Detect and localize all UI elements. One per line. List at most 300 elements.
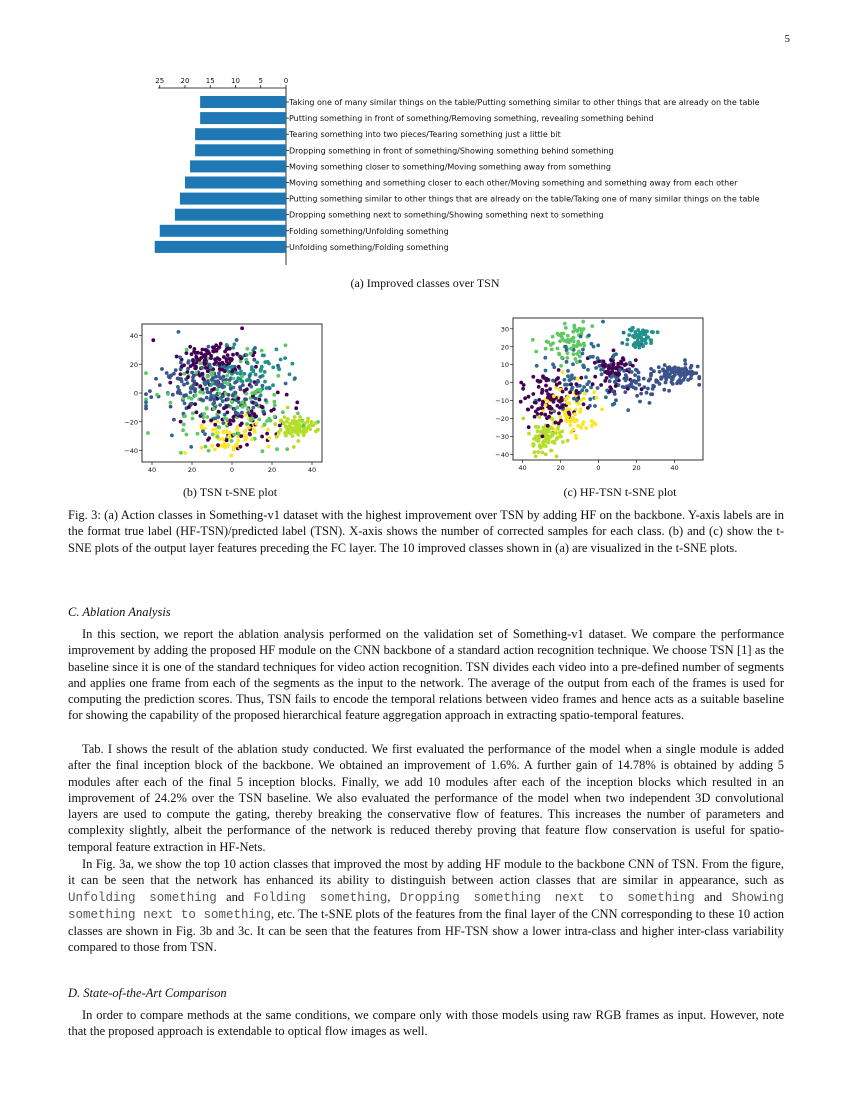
scatter-point bbox=[191, 417, 195, 421]
scatter-point bbox=[584, 375, 588, 379]
scatter-point bbox=[547, 438, 551, 442]
scatter-point bbox=[205, 375, 209, 379]
scatter-point bbox=[548, 434, 552, 438]
scatter-point bbox=[596, 344, 600, 348]
scatter-point bbox=[650, 392, 654, 396]
scatter-point bbox=[191, 379, 195, 383]
scatter-point bbox=[601, 363, 605, 367]
scatter-point bbox=[596, 386, 600, 390]
scatter-point bbox=[186, 370, 190, 374]
scatter-point bbox=[199, 398, 203, 402]
scatter-point bbox=[628, 383, 632, 387]
scatter-point bbox=[537, 415, 541, 419]
scatter-point bbox=[182, 372, 186, 376]
scatter-point bbox=[600, 372, 604, 376]
scatter-point bbox=[262, 354, 266, 358]
y-tick-label: −10 bbox=[495, 397, 509, 406]
scatter-point bbox=[254, 382, 258, 386]
scatter-point bbox=[228, 378, 232, 382]
scatter-point bbox=[284, 382, 288, 386]
scatter-point bbox=[251, 406, 255, 410]
scatter-point bbox=[293, 376, 297, 380]
scatter-point bbox=[549, 406, 553, 410]
scatter-point bbox=[260, 365, 264, 369]
scatter-point bbox=[172, 418, 176, 422]
scatter-point bbox=[593, 375, 597, 379]
scatter-point bbox=[189, 445, 193, 449]
scatter-point bbox=[592, 390, 596, 394]
scatter-point bbox=[622, 358, 626, 362]
scatter-point bbox=[560, 332, 564, 336]
scatter-point bbox=[217, 426, 221, 430]
scatter-point bbox=[209, 419, 213, 423]
x-tick-label: 40 bbox=[307, 466, 317, 474]
x-tick-label: 5 bbox=[258, 77, 263, 85]
scatter-point bbox=[276, 364, 280, 368]
scatter-point bbox=[196, 432, 200, 436]
scatter-point bbox=[543, 443, 547, 447]
y-tick-label: 30 bbox=[500, 325, 509, 334]
scatter-point bbox=[576, 377, 580, 381]
scatter-point bbox=[211, 402, 215, 406]
scatter-point bbox=[261, 384, 265, 388]
scatter-point bbox=[221, 399, 225, 403]
scatter-point bbox=[551, 363, 555, 367]
scatter-point bbox=[566, 351, 570, 355]
scatter-point bbox=[254, 365, 258, 369]
scatter-point bbox=[266, 428, 270, 432]
scatter-point bbox=[296, 423, 300, 427]
scatter-point bbox=[286, 417, 290, 421]
scatter-point bbox=[211, 433, 215, 437]
scatter-point bbox=[697, 376, 701, 380]
scatter-point bbox=[206, 369, 210, 373]
scatter-point bbox=[302, 424, 306, 428]
scatter-point bbox=[581, 320, 585, 324]
scatter-point bbox=[232, 419, 236, 423]
scatter-point bbox=[240, 411, 244, 415]
scatter-point bbox=[534, 350, 538, 354]
scatter-point bbox=[586, 406, 590, 410]
scatter-point bbox=[630, 380, 634, 384]
scatter-point bbox=[663, 363, 667, 367]
scatter-point bbox=[265, 432, 269, 436]
scatter-point bbox=[652, 369, 656, 373]
scatter-point bbox=[228, 419, 232, 423]
scatter-point bbox=[620, 341, 624, 345]
bar bbox=[155, 241, 286, 253]
scatter-point bbox=[291, 430, 295, 434]
scatter-point bbox=[642, 377, 646, 381]
scatter-point bbox=[609, 371, 613, 375]
scatter-point bbox=[244, 413, 248, 417]
scatter-point bbox=[636, 328, 640, 332]
scatter-point bbox=[155, 393, 159, 397]
scatter-point bbox=[631, 385, 635, 389]
scatter-point bbox=[203, 381, 207, 385]
scatter-point bbox=[644, 341, 648, 345]
scatter-point bbox=[254, 402, 258, 406]
y-tick-label: Putting something similar to other things that are already on the table/Taking one of many similar things on the table bbox=[289, 194, 760, 204]
scatter-point bbox=[667, 389, 671, 393]
scatter-point bbox=[565, 416, 569, 420]
scatter-point bbox=[225, 438, 229, 442]
scatter-point bbox=[201, 377, 205, 381]
scatter-point bbox=[571, 362, 575, 366]
scatter-point bbox=[639, 392, 643, 396]
scatter-point bbox=[544, 403, 548, 407]
bar bbox=[200, 112, 286, 124]
scatter-point bbox=[573, 412, 577, 416]
scatter-point bbox=[171, 393, 175, 397]
scatter-point bbox=[637, 371, 641, 375]
scatter-point bbox=[656, 380, 660, 384]
scatter-point bbox=[190, 397, 194, 401]
scatter-point bbox=[539, 430, 543, 434]
scatter-point bbox=[186, 361, 190, 365]
scatter-point bbox=[683, 358, 687, 362]
scatter-point bbox=[226, 353, 230, 357]
scatter-point bbox=[296, 411, 300, 415]
bar bbox=[160, 225, 286, 237]
scatter-point bbox=[271, 383, 275, 387]
scatter-point bbox=[295, 401, 299, 405]
scatter-point bbox=[544, 369, 548, 373]
scatter-point bbox=[568, 391, 572, 395]
scatter-point bbox=[231, 394, 235, 398]
scatter-point bbox=[527, 425, 531, 429]
scatter-point bbox=[166, 392, 170, 396]
scatter-point bbox=[243, 404, 247, 408]
scatter-point bbox=[212, 407, 216, 411]
scatter-point bbox=[577, 402, 581, 406]
scatter-point bbox=[222, 375, 226, 379]
bar bbox=[185, 177, 286, 189]
scatter-point bbox=[540, 451, 544, 455]
scatter-point bbox=[662, 368, 666, 372]
y-tick-label: −40 bbox=[124, 447, 138, 455]
scatter-point bbox=[165, 371, 169, 375]
scatter-point bbox=[247, 426, 251, 430]
scatter-point bbox=[569, 347, 573, 351]
scatter-point bbox=[572, 428, 576, 432]
scatter-point bbox=[233, 342, 237, 346]
scatter-point bbox=[625, 375, 629, 379]
scatter-point bbox=[180, 380, 184, 384]
scatter-point bbox=[607, 367, 611, 371]
x-tick-label: 20 bbox=[267, 466, 277, 474]
scatter-point bbox=[536, 450, 540, 454]
scatter-point bbox=[257, 418, 261, 422]
scatter-point bbox=[265, 386, 269, 390]
scatter-point bbox=[557, 421, 561, 425]
scatter-point bbox=[560, 398, 564, 402]
scatter-point bbox=[168, 381, 172, 385]
scatter-point bbox=[582, 365, 586, 369]
scatter-point bbox=[158, 383, 162, 387]
scatter-point bbox=[294, 406, 298, 410]
scatter-point bbox=[533, 415, 537, 419]
scatter-point bbox=[624, 362, 628, 366]
scatter-point bbox=[258, 375, 262, 379]
scatter-point bbox=[557, 411, 561, 415]
scatter-point bbox=[651, 384, 655, 388]
scatter-point bbox=[198, 361, 202, 365]
scatter-point bbox=[235, 338, 239, 342]
panel-a-caption: (a) Improved classes over TSN bbox=[350, 276, 500, 290]
scatter-point bbox=[694, 371, 698, 375]
x-tick-label: 0 bbox=[229, 466, 235, 474]
scatter-point bbox=[626, 408, 630, 412]
scatter-point bbox=[240, 375, 244, 379]
scatter-point bbox=[582, 420, 586, 424]
scatter-point bbox=[212, 398, 216, 402]
scatter-point bbox=[577, 327, 581, 331]
x-tick-label: 20 bbox=[180, 77, 190, 85]
scatter-point bbox=[541, 434, 545, 438]
code-unfolding: Unfolding something bbox=[68, 890, 217, 905]
bar bbox=[190, 160, 286, 172]
scatter-point bbox=[676, 369, 680, 373]
scatter-point bbox=[547, 415, 551, 419]
scatter-point bbox=[205, 387, 209, 391]
scatter-point bbox=[570, 374, 574, 378]
scatter-point bbox=[209, 395, 213, 399]
scatter-point bbox=[241, 400, 245, 404]
scatter-point bbox=[182, 383, 186, 387]
scatter-point bbox=[236, 412, 240, 416]
scatter-point bbox=[200, 372, 204, 376]
scatter-point bbox=[278, 424, 282, 428]
scatter-point bbox=[685, 370, 689, 374]
x-tick-label: 10 bbox=[231, 77, 240, 85]
scatter-point bbox=[563, 383, 567, 387]
scatter-point bbox=[298, 415, 302, 419]
scatter-point bbox=[237, 400, 241, 404]
scatter-point bbox=[575, 382, 579, 386]
scatter-point bbox=[556, 404, 560, 408]
scatter-point bbox=[628, 361, 632, 365]
scatter-point bbox=[523, 396, 527, 400]
scatter-point bbox=[205, 406, 209, 410]
scatter-point bbox=[191, 359, 195, 363]
scatter-point bbox=[169, 401, 173, 405]
scatter-point bbox=[275, 348, 279, 352]
p3-text-b: and bbox=[216, 889, 254, 904]
scatter-point bbox=[293, 415, 297, 419]
scatter-point bbox=[689, 376, 693, 380]
scatter-point bbox=[576, 340, 580, 344]
scatter-point bbox=[568, 412, 572, 416]
scatter-point bbox=[651, 387, 655, 391]
scatter-point bbox=[602, 360, 606, 364]
scatter-point bbox=[275, 435, 279, 439]
y-tick-label: Folding something/Unfolding something bbox=[289, 226, 449, 236]
hf-tsn-tsne-plot bbox=[493, 314, 708, 480]
scatter-point bbox=[586, 368, 590, 372]
scatter-point bbox=[227, 365, 231, 369]
panel-c-caption: (c) HF-TSN t-SNE plot bbox=[563, 485, 677, 499]
scatter-point bbox=[650, 330, 654, 334]
scatter-point bbox=[618, 368, 622, 372]
scatter-point bbox=[144, 400, 148, 404]
scatter-point bbox=[291, 434, 295, 438]
scatter-point bbox=[231, 346, 235, 350]
scatter-point bbox=[187, 405, 191, 409]
scatter-point bbox=[575, 399, 579, 403]
scatter-point bbox=[239, 445, 243, 449]
scatter-point bbox=[285, 447, 289, 451]
p3-text-c: , bbox=[387, 889, 400, 904]
scatter-point bbox=[261, 449, 265, 453]
scatter-point bbox=[211, 349, 215, 353]
scatter-point bbox=[230, 369, 234, 373]
scatter-point bbox=[569, 383, 573, 387]
scatter-point bbox=[648, 401, 652, 405]
scatter-point bbox=[544, 347, 548, 351]
scatter-point bbox=[198, 390, 202, 394]
scatter-point bbox=[609, 375, 613, 379]
scatter-point bbox=[574, 357, 578, 361]
scatter-point bbox=[183, 414, 187, 418]
scatter-point bbox=[539, 406, 543, 410]
scatter-point bbox=[209, 383, 213, 387]
scatter-point bbox=[540, 391, 544, 395]
scatter-point bbox=[223, 365, 227, 369]
scatter-point bbox=[612, 349, 616, 353]
y-tick-label: Dropping something next to something/Showing something next to something bbox=[289, 210, 604, 220]
scatter-point bbox=[668, 365, 672, 369]
scatter-point bbox=[229, 454, 233, 458]
scatter-point bbox=[561, 370, 565, 374]
scatter-point bbox=[199, 384, 203, 388]
scatter-point bbox=[280, 419, 284, 423]
scatter-point bbox=[189, 390, 193, 394]
scatter-point bbox=[273, 403, 277, 407]
scatter-point bbox=[551, 379, 555, 383]
scatter-point bbox=[193, 387, 197, 391]
scatter-point bbox=[203, 432, 207, 436]
scatter-point bbox=[564, 413, 568, 417]
scatter-point bbox=[296, 439, 300, 443]
scatter-point bbox=[531, 392, 535, 396]
x-tick-label: 20 bbox=[556, 464, 565, 472]
x-tick-label: 15 bbox=[205, 77, 215, 85]
scatter-point bbox=[566, 401, 570, 405]
p3-text-e: , etc. The t-SNE plots of the features from the final layer of the CNN corresponding to these 10 action classes are shown in Fig. 3b and 3c. It can be seen that the features from HF-TSN show a lower intra-class and higher inter-class variability compared to those from TSN. bbox=[68, 906, 784, 955]
scatter-point bbox=[550, 348, 554, 352]
scatter-point bbox=[261, 405, 265, 409]
scatter-point bbox=[181, 428, 185, 432]
scatter-point bbox=[544, 384, 548, 388]
scatter-point bbox=[250, 391, 254, 395]
improved-classes-bar-chart bbox=[0, 70, 850, 270]
scatter-point bbox=[176, 385, 180, 389]
scatter-point bbox=[215, 431, 219, 435]
scatter-point bbox=[614, 384, 618, 388]
scatter-point bbox=[202, 412, 206, 416]
scatter-point bbox=[604, 395, 608, 399]
y-tick-label: 20 bbox=[500, 343, 509, 352]
scatter-point bbox=[554, 421, 558, 425]
scatter-point bbox=[213, 423, 217, 427]
scatter-point bbox=[191, 362, 195, 366]
scatter-point bbox=[200, 426, 204, 430]
x-tick-label: 40 bbox=[670, 464, 679, 472]
scatter-point bbox=[212, 346, 216, 350]
scatter-point bbox=[204, 366, 208, 370]
scatter-point bbox=[235, 352, 239, 356]
scatter-point bbox=[624, 379, 628, 383]
scatter-point bbox=[276, 391, 280, 395]
scatter-point bbox=[536, 379, 540, 383]
scatter-point bbox=[249, 385, 253, 389]
scatter-point bbox=[557, 353, 561, 357]
scatter-point bbox=[527, 395, 531, 399]
scatter-point bbox=[259, 393, 263, 397]
scatter-point bbox=[218, 403, 222, 407]
scatter-point bbox=[286, 406, 290, 410]
scatter-point bbox=[232, 433, 236, 437]
scatter-point bbox=[174, 368, 178, 372]
scatter-point bbox=[229, 386, 233, 390]
scatter-point bbox=[649, 338, 653, 342]
scatter-point bbox=[223, 444, 227, 448]
scatter-point bbox=[543, 356, 547, 360]
scatter-point bbox=[582, 344, 586, 348]
scatter-point bbox=[234, 391, 238, 395]
ablation-paragraph-1: In this section, we report the ablation analysis performed on the validation set of Something-v1 dataset. We compare the performance improvement by adding the proposed HF module on the CNN backbone of a standard action recognition technique. We choose TSN [1] as the baseline since it is one of the standard techniques for video action recognition. TSN divides each video into a pre-defined number of segments and applies one frame from each of the segments as the input to the network. The average of the output from each of the frames is used for computing the prediction scores. Thus, TSN fails to encode the temporal relations between video frames and hence acts as a suitable baseline for showing the capability of the proposed hierarchical feature aggregation approach in extracting spatio-temporal features. bbox=[68, 627, 784, 723]
scatter-point bbox=[250, 437, 254, 441]
scatter-point bbox=[227, 435, 231, 439]
scatter-point bbox=[245, 443, 249, 447]
bar bbox=[175, 209, 286, 221]
scatter-point bbox=[314, 421, 318, 425]
scatter-point bbox=[600, 407, 604, 411]
scatter-point bbox=[626, 338, 630, 342]
scatter-point bbox=[573, 326, 577, 330]
scatter-point bbox=[144, 407, 148, 411]
x-tick-label: 40 bbox=[147, 466, 157, 474]
scatter-point bbox=[673, 365, 677, 369]
scatter-point bbox=[561, 440, 565, 444]
scatter-point bbox=[569, 423, 573, 427]
scatter-point bbox=[281, 410, 285, 414]
scatter-point bbox=[642, 385, 646, 389]
scatter-point bbox=[144, 371, 148, 375]
scatter-point bbox=[579, 376, 583, 380]
scatter-point bbox=[584, 426, 588, 430]
scatter-point bbox=[240, 326, 244, 330]
scatter-point bbox=[193, 347, 197, 351]
scatter-point bbox=[279, 358, 283, 362]
scatter-point bbox=[646, 387, 650, 391]
scatter-point bbox=[249, 418, 253, 422]
scatter-point bbox=[220, 383, 224, 387]
scatter-point bbox=[308, 427, 312, 431]
scatter-point bbox=[614, 398, 618, 402]
ablation-paragraph-2: Tab. I shows the result of the ablation study conducted. We first evaluated the performance of the model when a single module is added after the final inception block of the backbone. We obtained an improvement of 1.6%. A further gain of 14.78% is obtained by adding 5 modules after each of the final 5 inception blocks. Finally, we add 10 modules after each of the inception blocks which resulted in an improvement of 24.2% over the TSN baseline. We also evaluated the performance of the model when two independent 3D convolutional layers are used to compute the gating, thereby breaking the conservative flow of features. This increases the number of parameters and complexity slightly, albeit the performance of the network is reduced thereby proving that feature flow conservation is useful for spatio-temporal feature extraction in HF-Nets. bbox=[68, 742, 784, 854]
scatter-point bbox=[537, 385, 541, 389]
scatter-point bbox=[659, 375, 663, 379]
x-tick-label: 20 bbox=[187, 466, 197, 474]
scatter-point bbox=[565, 356, 569, 360]
scatter-point bbox=[304, 429, 308, 433]
scatter-point bbox=[254, 373, 258, 377]
scatter-point bbox=[553, 441, 557, 445]
scatter-point bbox=[201, 348, 205, 352]
scatter-point bbox=[544, 452, 548, 456]
